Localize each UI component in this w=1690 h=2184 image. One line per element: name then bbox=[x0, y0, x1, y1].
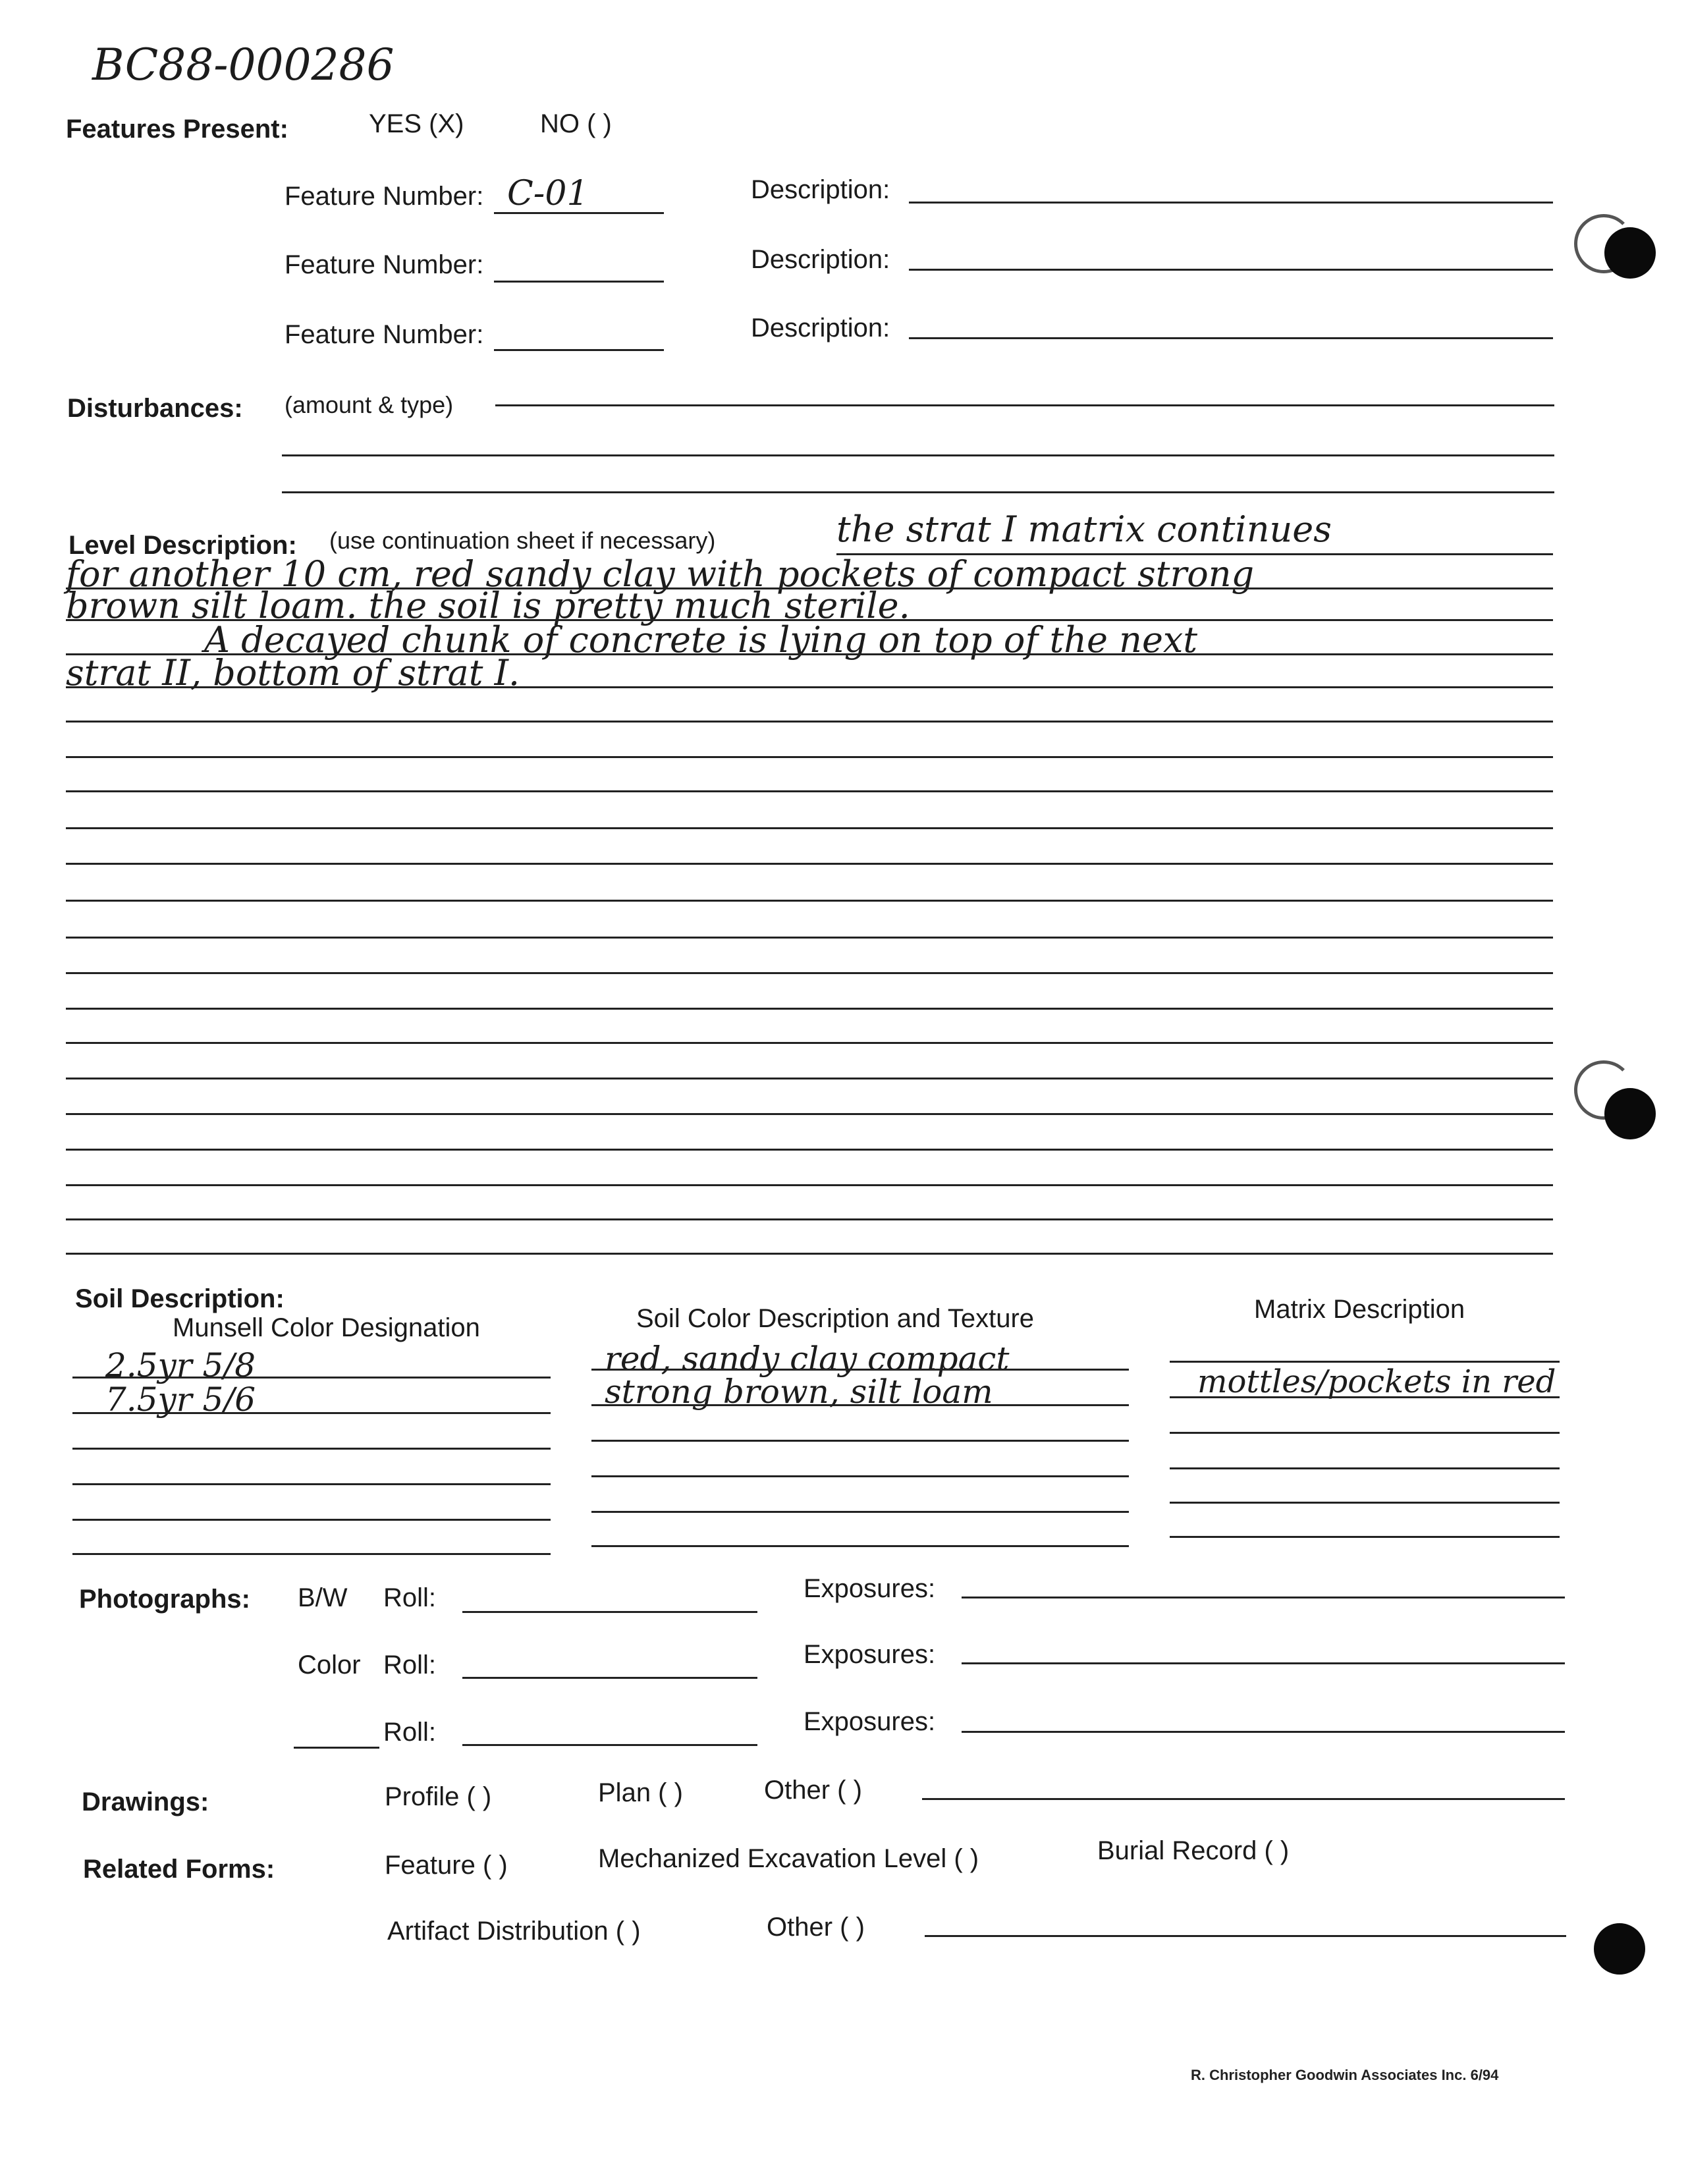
roll-label-1: Roll: bbox=[383, 1583, 437, 1612]
description-label-3: Description: bbox=[751, 314, 890, 342]
feature-number-label-1: Feature Number: bbox=[285, 182, 484, 211]
punch-hole-bottom bbox=[1594, 1923, 1645, 1975]
document-id: BC88-000286 bbox=[92, 40, 395, 90]
roll-label-3: Roll: bbox=[383, 1718, 437, 1747]
munsell-value-2: 7.5yr 5/6 bbox=[105, 1380, 256, 1419]
soil-color-value-1: red, sandy clay compact bbox=[605, 1340, 1010, 1378]
exposures-field-2[interactable] bbox=[962, 1662, 1565, 1664]
soil-description-label: Soil Description: bbox=[75, 1284, 285, 1313]
drawing-other-option[interactable]: Other ( ) bbox=[764, 1776, 862, 1805]
drawings-label: Drawings: bbox=[82, 1788, 209, 1816]
level-description-line-4: A decayed chunk of concrete is lying on top of the next bbox=[204, 619, 1198, 661]
features-no-option[interactable]: NO ( ) bbox=[540, 109, 612, 138]
drawing-profile-option[interactable]: Profile ( ) bbox=[385, 1782, 492, 1811]
punch-hole-top bbox=[1604, 227, 1656, 279]
exposures-field-3[interactable] bbox=[962, 1731, 1565, 1733]
roll-field-1[interactable] bbox=[462, 1611, 757, 1613]
soil-color-column-header: Soil Color Description and Texture bbox=[636, 1304, 1035, 1333]
drawing-other-field[interactable] bbox=[922, 1798, 1565, 1800]
related-forms-label: Related Forms: bbox=[83, 1855, 275, 1884]
roll-label-2: Roll: bbox=[383, 1651, 437, 1679]
exposures-label-3: Exposures: bbox=[804, 1707, 936, 1736]
description-field-2[interactable] bbox=[909, 269, 1553, 271]
related-other-field[interactable] bbox=[925, 1935, 1566, 1937]
description-field-1[interactable] bbox=[909, 202, 1553, 204]
description-field-3[interactable] bbox=[909, 337, 1553, 339]
drawing-plan-option[interactable]: Plan ( ) bbox=[598, 1778, 683, 1807]
punch-hole-middle bbox=[1604, 1088, 1656, 1139]
feature-number-underline-1 bbox=[494, 212, 664, 214]
disturbances-line-2[interactable] bbox=[282, 454, 1554, 456]
feature-number-field-2[interactable] bbox=[494, 281, 664, 283]
level-description-line-2: for another 10 cm, red sandy clay with pockets of compact strong bbox=[66, 553, 1255, 595]
disturbances-line-3[interactable] bbox=[282, 491, 1554, 493]
related-mechanized-option[interactable]: Mechanized Excavation Level ( ) bbox=[598, 1844, 979, 1873]
level-description-line-1: the strat I matrix continues bbox=[836, 508, 1332, 550]
feature-number-label-2: Feature Number: bbox=[285, 250, 484, 279]
exposures-label-1: Exposures: bbox=[804, 1574, 936, 1603]
munsell-value-1: 2.5yr 5/8 bbox=[105, 1346, 256, 1384]
exposures-label-2: Exposures: bbox=[804, 1640, 936, 1669]
related-other-option[interactable]: Other ( ) bbox=[767, 1913, 865, 1942]
features-yes-option[interactable]: YES (X) bbox=[369, 109, 464, 138]
description-label-1: Description: bbox=[751, 175, 890, 204]
matrix-column-header: Matrix Description bbox=[1254, 1295, 1465, 1324]
features-present-label: Features Present: bbox=[66, 115, 288, 144]
roll-field-2[interactable] bbox=[462, 1677, 757, 1679]
photo-type-color: Color bbox=[298, 1651, 361, 1679]
photo-type-other-field[interactable] bbox=[294, 1747, 379, 1749]
related-feature-option[interactable]: Feature ( ) bbox=[385, 1851, 508, 1880]
level-description-line-5: strat II, bottom of strat I. bbox=[66, 652, 520, 694]
matrix-value-1: mottles/pockets in red bbox=[1197, 1363, 1556, 1400]
feature-number-label-3: Feature Number: bbox=[285, 320, 484, 349]
disturbances-label: Disturbances: bbox=[67, 394, 243, 423]
disturbances-hint: (amount & type) bbox=[285, 391, 454, 418]
level-description-label: Level Description: bbox=[68, 531, 297, 560]
level-description-line-3: brown silt loam. the soil is pretty much sterile. bbox=[66, 585, 910, 626]
photo-type-bw: B/W bbox=[298, 1583, 348, 1612]
footer-credit: R. Christopher Goodwin Associates Inc. 6/94 bbox=[1191, 2067, 1499, 2083]
related-burial-option[interactable]: Burial Record ( ) bbox=[1097, 1836, 1290, 1865]
roll-field-3[interactable] bbox=[462, 1744, 757, 1746]
feature-number-field-3[interactable] bbox=[494, 349, 664, 351]
munsell-column-header: Munsell Color Designation bbox=[173, 1313, 480, 1342]
photographs-label: Photographs: bbox=[79, 1585, 250, 1614]
disturbances-line-1[interactable] bbox=[495, 404, 1554, 406]
soil-color-value-2: strong brown, silt loam bbox=[605, 1373, 993, 1411]
feature-number-value-1[interactable]: C-01 bbox=[507, 174, 589, 213]
exposures-field-1[interactable] bbox=[962, 1597, 1565, 1598]
level-description-hint: (use continuation sheet if necessary) bbox=[329, 527, 716, 554]
related-artifact-option[interactable]: Artifact Distribution ( ) bbox=[387, 1917, 641, 1946]
description-label-2: Description: bbox=[751, 245, 890, 274]
